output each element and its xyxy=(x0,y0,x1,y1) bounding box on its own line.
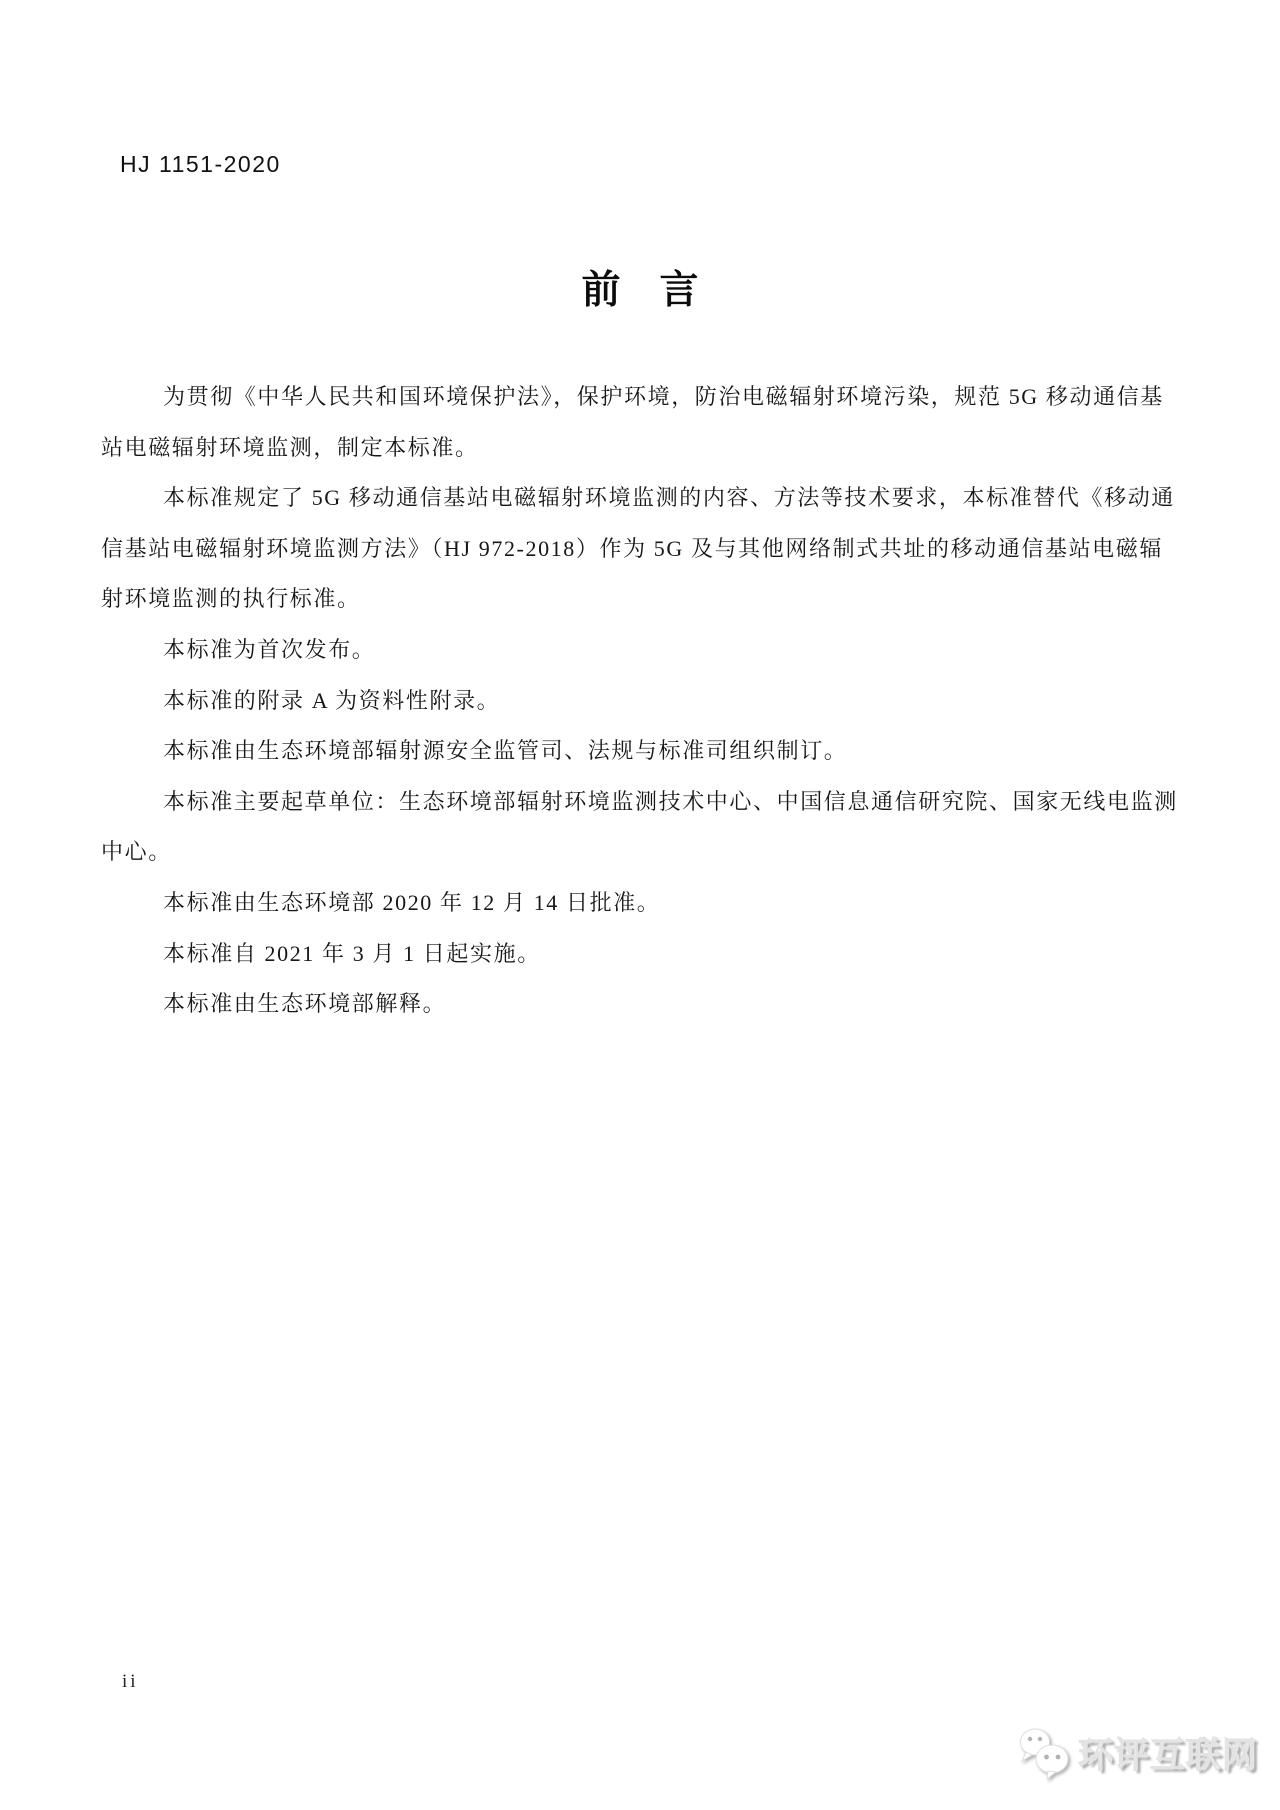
page-title: 前 言 xyxy=(581,269,699,312)
paragraph-line: 本标准由生态环境部 2020 年 12 月 14 日批准。 xyxy=(163,889,661,915)
paragraph-line: 本标准规定了 5G 移动通信基站电磁辐射环境监测的内容、方法等技术要求，本标准替代《移动通 xyxy=(163,485,1175,511)
watermark xyxy=(1016,1726,1258,1780)
paragraph-line: 本标准由生态环境部辐射源安全监管司、法规与标准司组织制订。 xyxy=(163,738,848,764)
paragraph-line: 信基站电磁辐射环境监测方法》（HJ 972-2018）作为 5G 及与其他网络制式共址的移动通信基站电磁辐 xyxy=(101,535,1163,561)
paragraph-line: 本标准自 2021 年 3 月 1 日起实施。 xyxy=(163,940,541,966)
paragraph-line: 射环境监测的执行标准。 xyxy=(101,586,361,612)
paragraph-line: 本标准为首次发布。 xyxy=(163,636,376,662)
paragraph-line: 为贯彻《中华人民共和国环境保护法》，保护环境，防治电磁辐射环境污染，规范 5G 移动通信基 xyxy=(163,384,1164,409)
foreword-body xyxy=(101,372,1259,1030)
paragraph-line: 本标准主要起草单位：生态环境部辐射环境监测技术中心、中国信息通信研究院、国家无线电监测 xyxy=(163,788,1178,814)
paragraph-line: 站电磁辐射环境监测，制定本标准。 xyxy=(101,434,479,460)
standard-number: HJ 1151-2020 xyxy=(120,151,281,177)
page-number: ii xyxy=(122,1671,139,1692)
wechat-icon xyxy=(1016,1726,1072,1780)
watermark-label: 环评互联网 xyxy=(1078,1736,1259,1775)
paragraph-line: 本标准由生态环境部解释。 xyxy=(163,991,447,1017)
paragraph-line: 中心。 xyxy=(101,839,172,865)
paragraph-line: 本标准的附录 A 为资料性附录。 xyxy=(163,687,501,713)
